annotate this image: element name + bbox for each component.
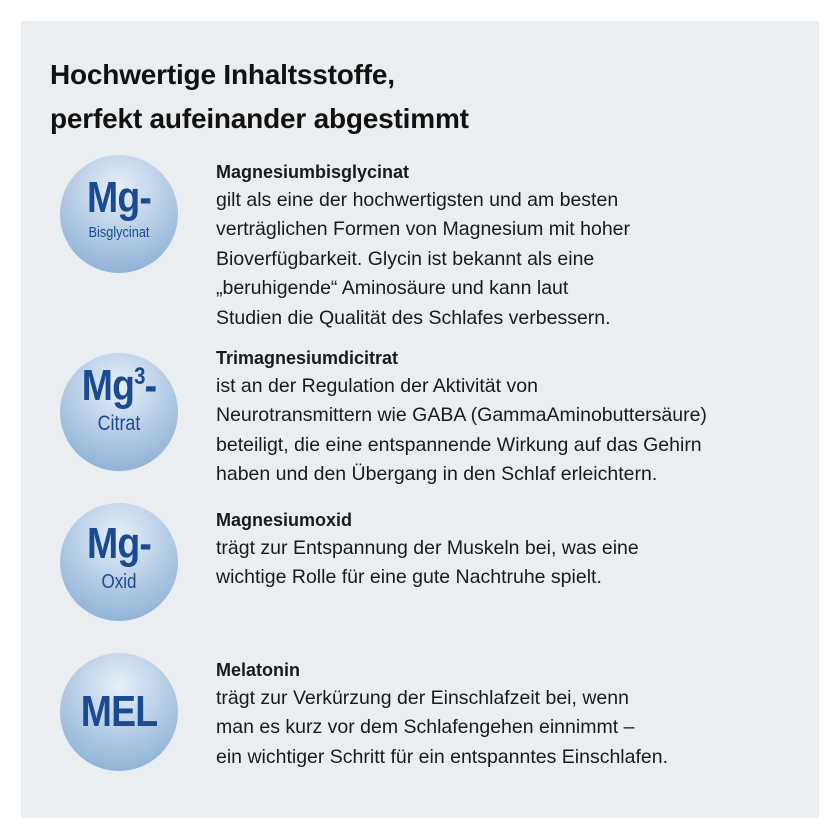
mg-citrat-badge: [60, 353, 178, 471]
title-line-2: perfekt aufeinander abgestimmt: [50, 103, 469, 134]
badge-symbol-suffix: -: [144, 361, 157, 410]
ingredient-magnesiumoxid: [216, 506, 806, 593]
ingredient-name: Magnesiumbisglycinat: [216, 162, 410, 182]
ingredient-description: trägt zur Entspannung der Muskeln bei, was eine wichtige Rolle für eine gute Nachtruhe spielt.: [216, 537, 639, 589]
badge-subtitle: Citrat: [97, 412, 141, 435]
badge-symbol: [69, 361, 169, 411]
ingredient-melatonin: [216, 656, 806, 772]
ingredient-magnesiumbisglycinat: [216, 158, 806, 333]
mg-oxid-badge: [60, 503, 178, 621]
badge-symbol-base: Mg: [81, 361, 135, 410]
ingredient-name: Magnesiumoxid: [216, 510, 353, 530]
badge-symbol: Mg-: [87, 519, 151, 568]
badge-subtitle: Oxid: [101, 571, 137, 593]
ingredient-description: trägt zur Verkürzung der Einschlafzeit bei, wenn man es kurz vor dem Schlafengehen einnimmt – ein wichtiger Schritt für ein entspanntes Einschlafen.: [216, 687, 668, 768]
ingredient-description: ist an der Regulation der Aktivität von Neurotransmittern wie GABA (GammaAminobuttersäure) beteiligt, die eine entspannende Wirkung auf das Gehirn haben und den Übergang in den Schlaf erleichtern.: [216, 375, 707, 486]
badge-superscript: 3: [134, 363, 145, 390]
page-title: [50, 53, 469, 141]
ingredient-description: gilt als eine der hochwertigsten und am besten verträglichen Formen von Magnesium mit hoher Bioverfügbarkeit. Glycin ist bekannt als eine „beruhigende“ Aminosäure und kann laut Studien die Qualität des Schlafes verbessern.: [216, 189, 631, 329]
ingredient-name: Trimagnesiumdicitrat: [216, 348, 399, 368]
badge-subtitle: Bisglycinat: [88, 224, 150, 241]
melatonin-badge: [60, 653, 178, 771]
title-line-1: Hochwertige Inhaltsstoffe,: [50, 59, 395, 90]
ingredient-trimagnesiumdicitrat: [216, 344, 806, 490]
mg-bisglycinat-badge: [60, 155, 178, 273]
badge-symbol: MEL: [80, 687, 158, 736]
badge-symbol: Mg-: [87, 173, 151, 222]
ingredient-name: Melatonin: [216, 660, 300, 680]
